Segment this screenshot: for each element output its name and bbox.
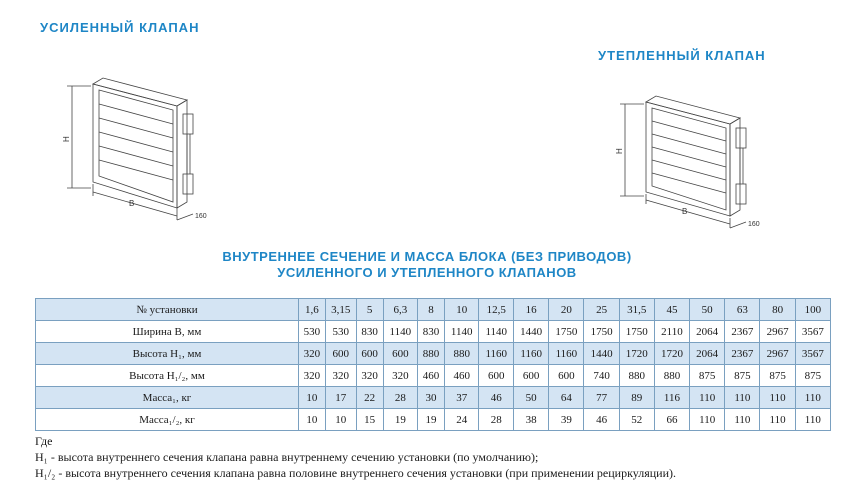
table-cell: 2967 — [760, 343, 795, 365]
table-cell: 320 — [299, 343, 326, 365]
dimension-h-label: H — [615, 148, 624, 154]
table-cell: 880 — [444, 343, 479, 365]
table-cell: 1440 — [514, 321, 549, 343]
table-row — [36, 321, 831, 343]
table-cell: 1160 — [479, 343, 514, 365]
table-cell: 10 — [299, 409, 326, 431]
table-cell: 28 — [479, 409, 514, 431]
table-cell: 600 — [383, 343, 418, 365]
table-cell: 1750 — [584, 321, 619, 343]
table-cell: 1160 — [514, 343, 549, 365]
table-cell: 1160 — [549, 343, 584, 365]
table-cell: 875 — [725, 365, 760, 387]
table-cell: 50 — [690, 299, 725, 321]
table-cell: 530 — [325, 321, 356, 343]
table-cell: 530 — [299, 321, 326, 343]
table-cell: 10 — [444, 299, 479, 321]
table-cell: 110 — [690, 409, 725, 431]
table-cell: 2064 — [690, 321, 725, 343]
specification-table — [35, 298, 831, 431]
table-cell: 460 — [444, 365, 479, 387]
table-cell: 19 — [418, 409, 445, 431]
notes — [35, 433, 676, 481]
table-cell: 880 — [418, 343, 445, 365]
table-cell: 52 — [619, 409, 654, 431]
table-cell: 880 — [619, 365, 654, 387]
table-cell: 6,3 — [383, 299, 418, 321]
table-cell: 37 — [444, 387, 479, 409]
table-cell: 1750 — [619, 321, 654, 343]
table-cell: 600 — [514, 365, 549, 387]
table-cell: 1750 — [549, 321, 584, 343]
table-cell: 1440 — [584, 343, 619, 365]
dimension-depth-label: 160 — [195, 213, 207, 220]
row-label: Высота H₁, мм — [36, 343, 299, 365]
table-cell: 320 — [299, 365, 326, 387]
table-cell: 2110 — [654, 321, 689, 343]
table-cell: 830 — [356, 321, 383, 343]
table-cell: 320 — [383, 365, 418, 387]
table-cell: 875 — [760, 365, 795, 387]
note-h1: H₁ - высота внутреннего сечения клапана равна внутреннему сечению установки (по умолчанию); — [35, 450, 539, 464]
table-cell: 110 — [725, 387, 760, 409]
table-cell: 875 — [795, 365, 830, 387]
table-cell: 110 — [760, 409, 795, 431]
table-cell: 16 — [514, 299, 549, 321]
table-cell: 2967 — [760, 321, 795, 343]
table-cell: 30 — [418, 387, 445, 409]
dimension-depth-label: 160 — [748, 221, 760, 228]
table-cell: 80 — [760, 299, 795, 321]
row-label: Ширина B, мм — [36, 321, 299, 343]
table-cell: 3,15 — [325, 299, 356, 321]
table-cell: 66 — [654, 409, 689, 431]
table-cell: 875 — [690, 365, 725, 387]
heading-line-2: УСИЛЕННОГО И УТЕПЛЕННОГО КЛАПАНОВ — [277, 265, 577, 280]
table-cell: 22 — [356, 387, 383, 409]
table-cell: 110 — [690, 387, 725, 409]
table-cell: 880 — [654, 365, 689, 387]
table-cell: 110 — [760, 387, 795, 409]
table-cell: 116 — [654, 387, 689, 409]
table-cell: 31,5 — [619, 299, 654, 321]
table-cell: 5 — [356, 299, 383, 321]
title-insulated-valve: УТЕПЛЕННЫЙ КЛАПАН — [598, 48, 766, 63]
table-cell: 1140 — [383, 321, 418, 343]
table-cell: 1720 — [619, 343, 654, 365]
table-row — [36, 387, 831, 409]
table-cell: 740 — [584, 365, 619, 387]
insulated-valve-drawing — [608, 88, 778, 248]
table-cell: 2367 — [725, 321, 760, 343]
dimension-h-label: H — [62, 136, 71, 142]
table-cell: 600 — [479, 365, 514, 387]
row-label: Масса₁, кг — [36, 387, 299, 409]
table-cell: 15 — [356, 409, 383, 431]
table-row — [36, 343, 831, 365]
table-cell: 1140 — [444, 321, 479, 343]
table-cell: 460 — [418, 365, 445, 387]
table-cell: 110 — [725, 409, 760, 431]
table-cell: 100 — [795, 299, 830, 321]
table-cell: 320 — [325, 365, 356, 387]
table-cell: 10 — [325, 409, 356, 431]
dimension-b-label: B — [682, 207, 688, 216]
table-row — [36, 299, 831, 321]
table-cell: 77 — [584, 387, 619, 409]
table-cell: 2367 — [725, 343, 760, 365]
row-label: Масса₁/₂, кг — [36, 409, 299, 431]
table-cell: 600 — [549, 365, 584, 387]
table-cell: 110 — [795, 409, 830, 431]
reinforced-valve-drawing — [55, 70, 225, 230]
table-cell: 24 — [444, 409, 479, 431]
table-cell: 320 — [356, 365, 383, 387]
table-cell: 10 — [299, 387, 326, 409]
table-cell: 1,6 — [299, 299, 326, 321]
table-cell: 38 — [514, 409, 549, 431]
heading-line-1: ВНУТРЕННЕЕ СЕЧЕНИЕ И МАССА БЛОКА (БЕЗ ПРИВОДОВ) — [222, 249, 632, 264]
table-row — [36, 409, 831, 431]
table-cell: 12,5 — [479, 299, 514, 321]
table-row — [36, 365, 831, 387]
table-cell: 64 — [549, 387, 584, 409]
table-cell: 17 — [325, 387, 356, 409]
table-cell: 89 — [619, 387, 654, 409]
table-cell: 110 — [795, 387, 830, 409]
notes-where: Где — [35, 434, 53, 448]
table-cell: 63 — [725, 299, 760, 321]
table-cell: 39 — [549, 409, 584, 431]
table-cell: 2064 — [690, 343, 725, 365]
table-cell: 20 — [549, 299, 584, 321]
table-cell: 3567 — [795, 321, 830, 343]
table-cell: 1720 — [654, 343, 689, 365]
table-cell: 46 — [479, 387, 514, 409]
dimension-b-label: B — [129, 199, 135, 208]
table-cell: 1140 — [479, 321, 514, 343]
row-label: № установки — [36, 299, 299, 321]
table-cell: 3567 — [795, 343, 830, 365]
table-heading — [0, 249, 854, 281]
table-cell: 8 — [418, 299, 445, 321]
note-h12: H₁/₂ - высота внутреннего сечения клапана равна половине внутреннего сечения установки (при применении рециркуляции). — [35, 466, 677, 480]
title-reinforced-valve: УСИЛЕННЫЙ КЛАПАН — [40, 20, 200, 35]
table-cell: 830 — [418, 321, 445, 343]
table-cell: 19 — [383, 409, 418, 431]
table-cell: 45 — [654, 299, 689, 321]
row-label: Высота H₁/₂, мм — [36, 365, 299, 387]
table-cell: 46 — [584, 409, 619, 431]
table-cell: 50 — [514, 387, 549, 409]
table-cell: 28 — [383, 387, 418, 409]
table-cell: 600 — [325, 343, 356, 365]
table-cell: 600 — [356, 343, 383, 365]
table-cell: 25 — [584, 299, 619, 321]
